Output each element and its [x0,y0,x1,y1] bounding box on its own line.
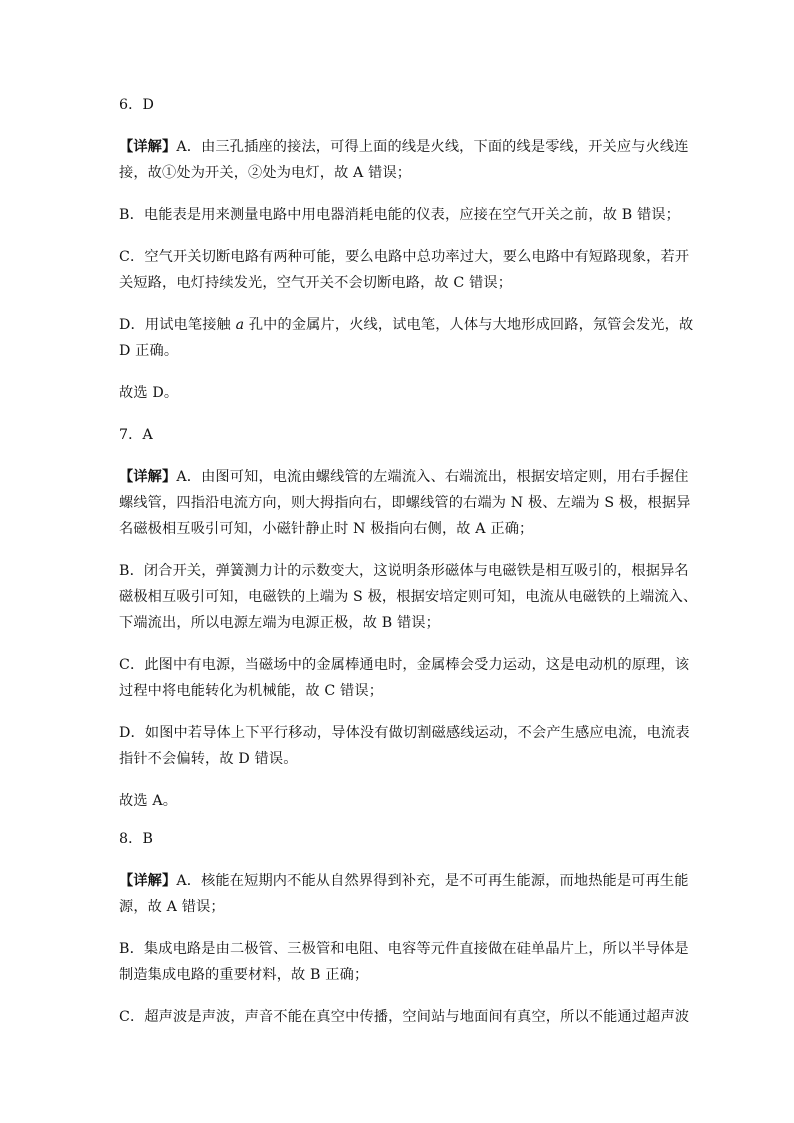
q7-option-c-line-2: 过程中将电能转化为机械能，故 C 错误； [119,683,384,699]
q8-detail-tag: 【详解】 [119,873,177,889]
q6-option-d-pre: D．用试电笔接触 [119,317,236,333]
q6-option-d-line-2: D 正确。 [119,343,179,359]
q7-option-b-line-2: 磁极相互吸引可知，电磁铁的上端为 S 极，根据安培定则可知，电流从电磁铁的上端流入、 [119,589,698,605]
q7-conclusion: 故选 A。 [119,793,178,809]
q6-option-d-line-1 [119,315,693,335]
q8-option-a-line-1 [119,871,689,891]
q6-conclusion: 故选 D。 [119,385,179,401]
q6-option-d-post: 孔中的金属片，火线，试电笔，人体与大地形成回路，氖管会发光，故 [244,317,694,333]
q7-option-a-line-1 [119,467,689,487]
q8-answer: 8．B [119,831,154,847]
q7-option-a-line-3: 名磁极相互吸引可知，小磁针静止时 N 极指向右侧，故 A 正确； [119,521,534,537]
q7-option-c-line-1: C．此图中有电源，当磁场中的金属棒通电时，金属棒会受力运动，这是电动机的原理，该 [119,657,690,673]
q6-option-a-text-1: A．由三孔插座的接法，可得上面的线是火线，下面的线是零线，开关应与火线连 [176,139,689,155]
q8-option-a-line-2: 源，故 A 错误； [119,899,225,915]
q8-option-b-line-1: B．集成电路是由二极管、三极管和电阻、电容等元件直接做在硅单晶片上，所以半导体是 [119,941,689,957]
q7-option-b-line-3: 下端流出，所以电源左端为电源正极，故 B 错误； [119,615,440,631]
q6-detail-tag: 【详解】 [119,139,177,155]
q8-option-b-line-2: 制造集成电路的重要材料，故 B 正确； [119,967,369,983]
q6-option-a-line-1 [119,137,689,157]
q7-option-a-line-2: 螺线管，四指沿电流方向，则大拇指向右，即螺线管的右端为 N 极、左端为 S 极，根据异 [119,495,691,511]
q7-option-a-text-1: A．由图可知，电流由螺线管的左端流入、右端流出，根据安培定则，用右手握住 [176,469,689,485]
q6-answer: 6．D [119,97,155,113]
q6-option-a-line-2: 接，故①处为开关，②处为电灯，故 A 错误； [119,165,412,181]
q7-option-d-line-2: 指针不会偏转，故 D 错误。 [119,751,298,767]
q6-option-c-line-1: C．空气开关切断电路有两种可能，要么电路中总功率过大，要么电路中有短路现象，若开 [119,249,690,265]
q8-option-c-line-1: C．超声波是声波，声音不能在真空中传播，空间站与地面间有真空，所以不能通过超声波 [119,1009,690,1025]
q6-option-c-line-2: 关短路，电灯持续发光，空气开关不会切断电路，故 C 错误； [119,275,513,291]
q7-detail-tag: 【详解】 [119,469,177,485]
q7-option-d-line-1: D．如图中若导体上下平行移动，导体没有做切割磁感线运动，不会产生感应电流，电流表 [119,725,690,741]
q7-option-b-line-1: B．闭合开关，弹簧测力计的示数变大，这说明条形磁体与电磁铁是相互吸引的，根据异名 [119,563,689,579]
q8-option-a-text-1: A．核能在短期内不能从自然界得到补充，是不可再生能源，而地热能是可再生能 [176,873,689,889]
q6-option-b-line-1: B．电能表是用来测量电路中用电器消耗电能的仪表，应接在空气开关之前，故 B 错误； [119,207,680,223]
q7-answer: 7．A [119,427,153,443]
q6-option-d-variable: a [235,317,245,333]
